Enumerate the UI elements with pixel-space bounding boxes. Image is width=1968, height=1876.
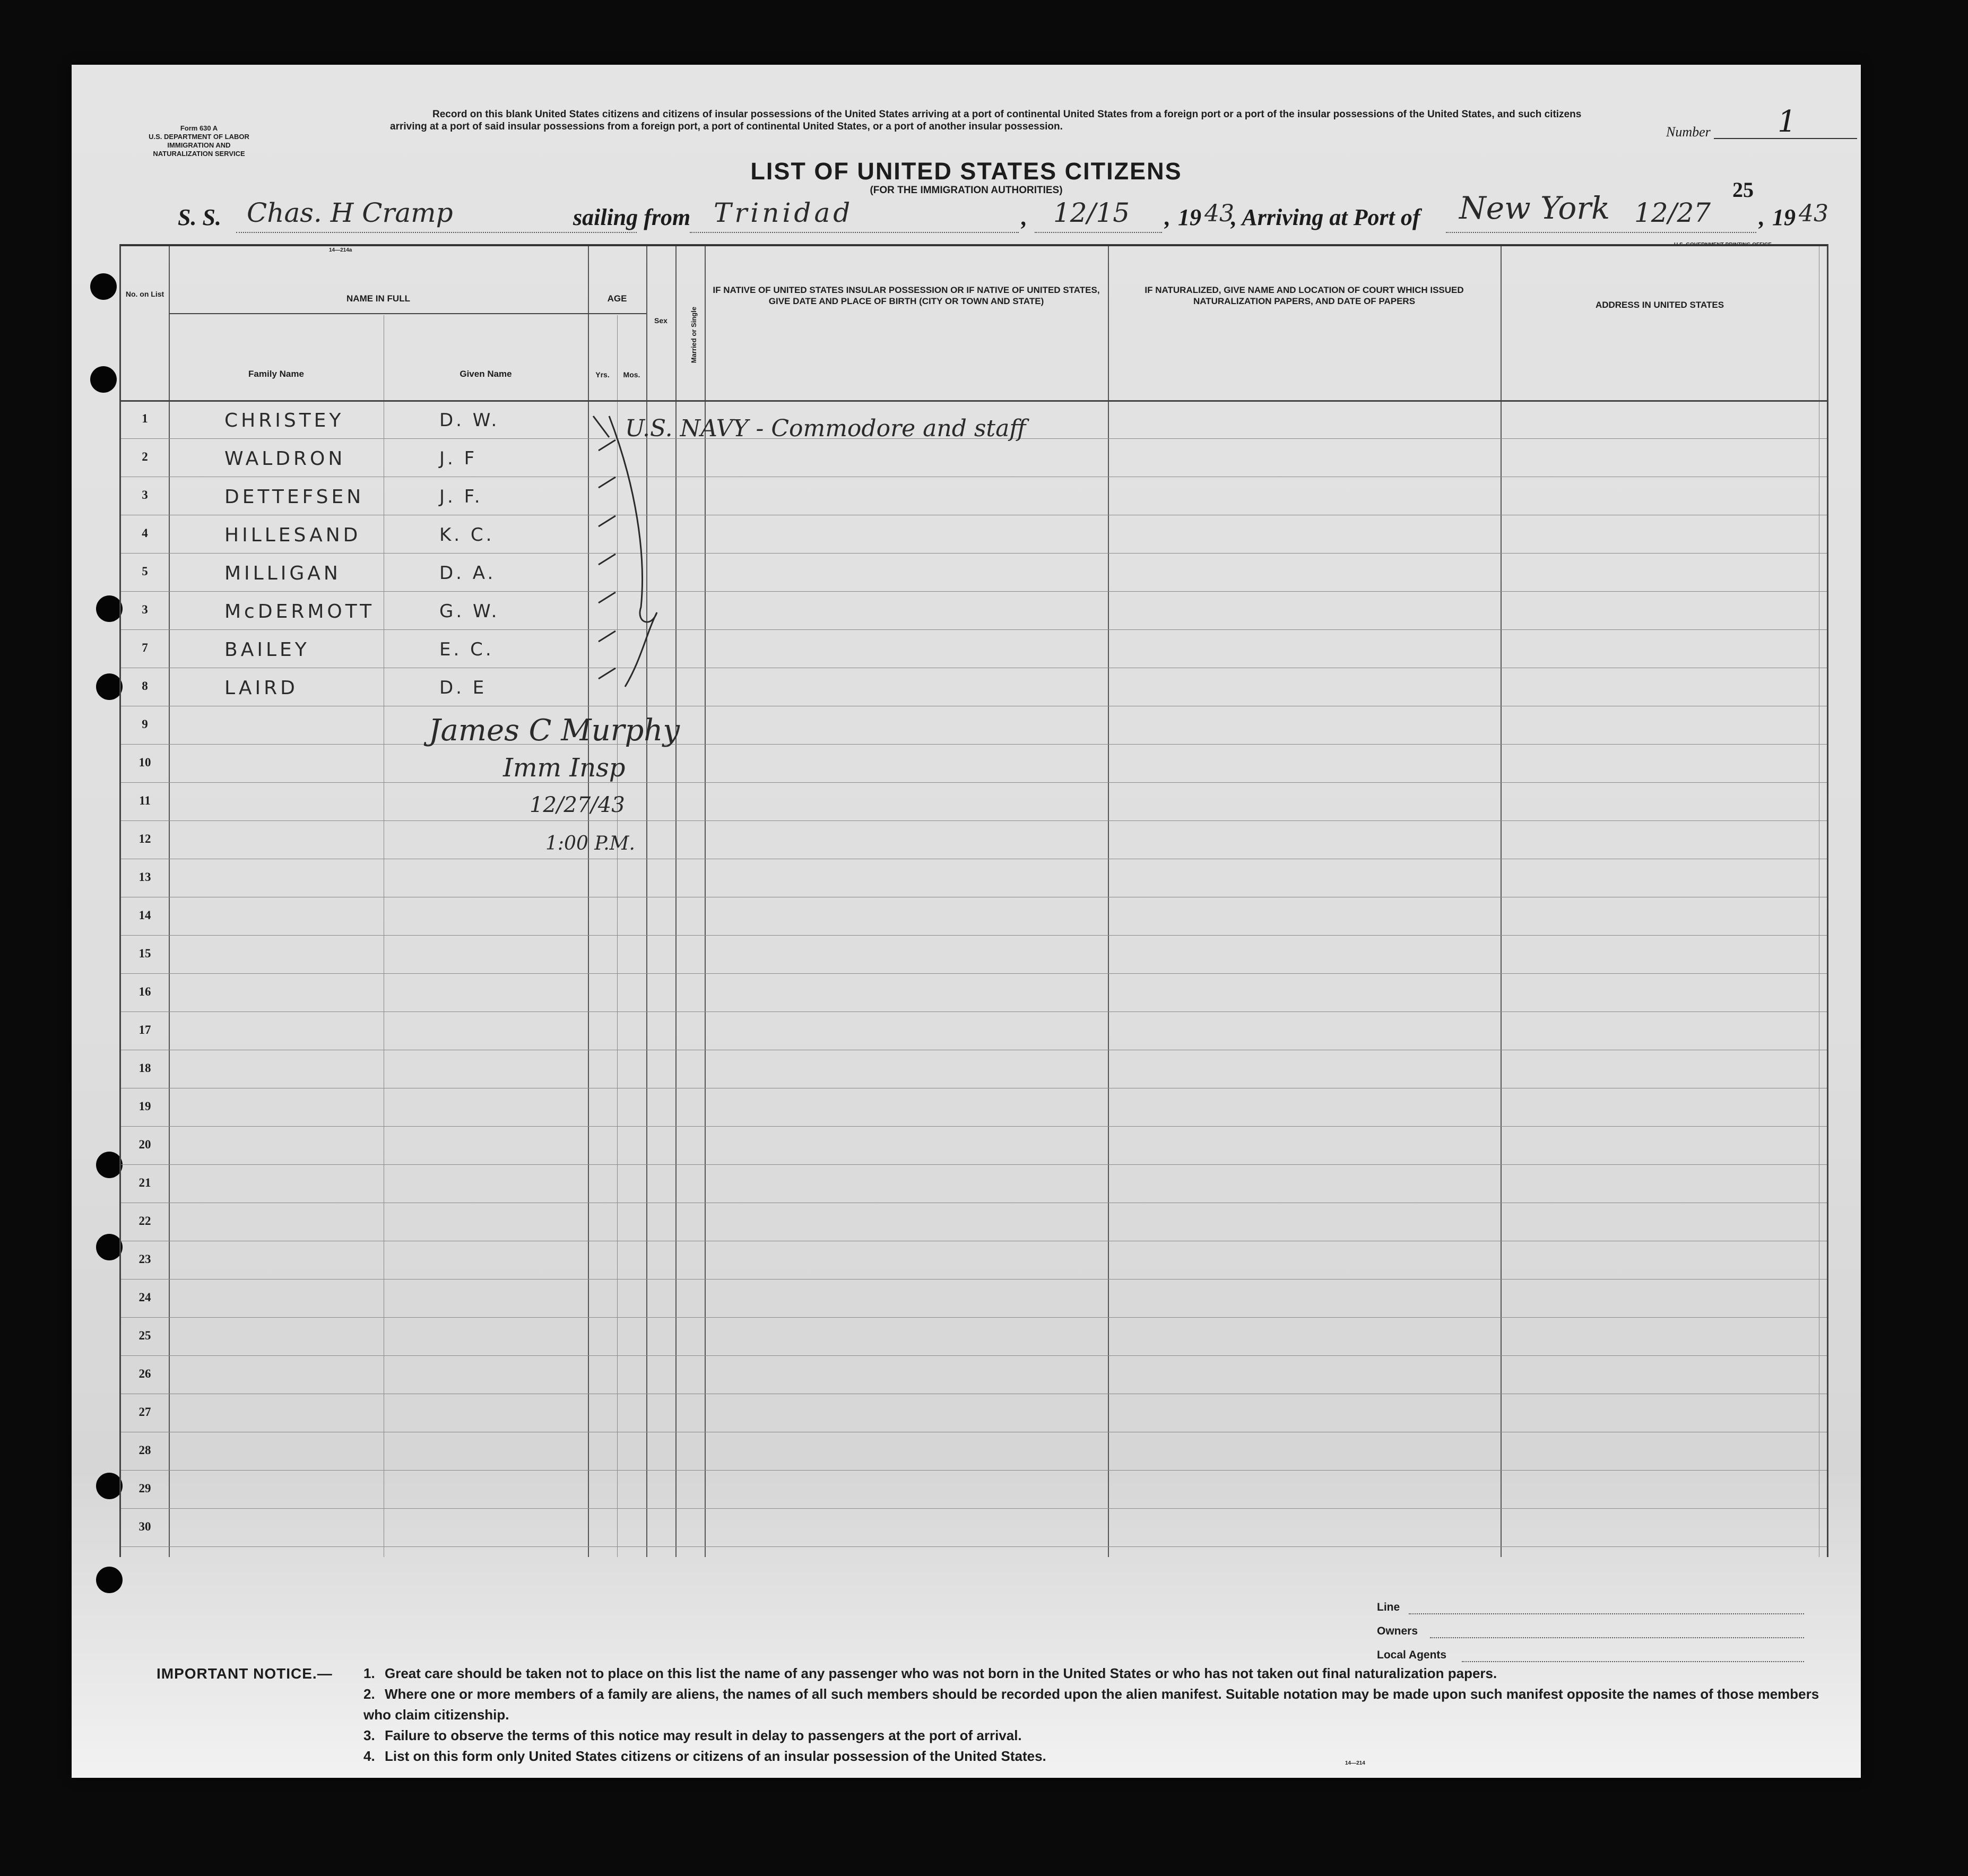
col-header-name: NAME IN FULL xyxy=(346,293,410,304)
arriving-label: , Arriving at Port of xyxy=(1231,204,1420,230)
line-field xyxy=(1409,1613,1804,1614)
service-name-2: NATURALIZATION SERVICE xyxy=(153,150,245,158)
col-rule xyxy=(1108,246,1109,1557)
passenger-table xyxy=(119,244,1828,1557)
notice-item xyxy=(363,1684,1828,1725)
row-number: 27 xyxy=(138,1405,151,1419)
row-number: 12 xyxy=(138,832,151,845)
passenger-given-name: J. F xyxy=(439,448,478,469)
sailing-from-label: sailing from xyxy=(573,204,691,230)
row-number: 22 xyxy=(138,1214,151,1227)
passenger-given-name: D. W. xyxy=(439,410,500,431)
row-number: 23 xyxy=(138,1252,151,1266)
departure-year: 43 xyxy=(1204,200,1234,227)
origin-port: Trinidad xyxy=(714,197,854,228)
passenger-family-name: DETTEFSEN xyxy=(224,486,365,508)
row-number: 14 xyxy=(138,909,151,922)
line-label: Line xyxy=(1377,1601,1400,1613)
service-name-1: IMMIGRATION AND xyxy=(167,141,231,149)
col-rule xyxy=(1501,246,1502,1557)
notice-item-number: 1. xyxy=(363,1665,375,1681)
row-number: 24 xyxy=(138,1291,151,1304)
row-number: 18 xyxy=(138,1061,151,1075)
printer-note: U.S. GOVERNMENT PRINTING OFFICE xyxy=(1674,242,1772,248)
row-number: 1 xyxy=(142,412,148,425)
row-number: 3 xyxy=(142,488,148,502)
row-rule xyxy=(121,1508,1827,1509)
passenger-given-name: J. F. xyxy=(439,486,483,507)
list-number-value: 1 xyxy=(1778,105,1797,139)
department-name: U.S. DEPARTMENT OF LABOR xyxy=(149,133,249,141)
inspection-time: 1:00 P.M. xyxy=(545,833,635,854)
punch-hole xyxy=(96,1234,123,1260)
local-agents-label: Local Agents xyxy=(1377,1649,1447,1661)
ss-label: S. S. xyxy=(178,204,221,230)
comma-3: , xyxy=(1759,204,1765,230)
departure-year-prefix: 19 xyxy=(1178,204,1201,230)
passenger-family-name: HILLESAND xyxy=(224,524,361,546)
row-number: 11 xyxy=(139,794,151,807)
col-header-no: No. on List xyxy=(125,290,164,298)
row-number: 20 xyxy=(138,1138,151,1151)
row-rule xyxy=(121,1164,1827,1165)
row-number: 16 xyxy=(138,985,151,998)
notice-item-number: 2. xyxy=(363,1686,375,1702)
row-rule xyxy=(121,1279,1827,1280)
local-agents-field xyxy=(1462,1661,1804,1662)
passenger-family-name: CHRISTEY xyxy=(224,410,344,431)
notice-heading: IMPORTANT NOTICE.— xyxy=(157,1665,333,1682)
col-header-naturalized: IF NATURALIZED, GIVE NAME AND LOCATION OF COURT WHICH ISSUED NATURALIZATION PAPERS, AND DATE OF PAPERS xyxy=(1145,285,1464,306)
row-number: 4 xyxy=(142,526,148,540)
comma-2: , xyxy=(1165,204,1171,230)
punch-hole xyxy=(96,1152,123,1178)
row-number: 7 xyxy=(142,641,148,654)
instructions-paragraph: Record on this blank United States citizens and citizens of insular possessions of the United States arriving at a port of continental United States from a foreign port or a port of the insular possessions of the United States, and such citizens arriving at a port of said insular possessions from a foreign port, a port of continental United States, or a port of another insular possession. xyxy=(390,109,1582,132)
row-number: 21 xyxy=(138,1176,151,1189)
row-rule xyxy=(121,1355,1827,1356)
inspection-date: 12/27/43 xyxy=(530,793,625,817)
page-subtitle: (FOR THE IMMIGRATION AUTHORITIES) xyxy=(870,185,1063,196)
form-identification xyxy=(109,124,289,158)
punch-hole xyxy=(96,595,123,622)
row-rule xyxy=(121,1126,1827,1127)
arrival-date: 12/27 xyxy=(1634,197,1711,228)
row-number: 3 xyxy=(142,603,148,616)
bottom-form-code: 14—214 xyxy=(1345,1760,1365,1766)
departure-date: 12/15 xyxy=(1053,197,1130,228)
passenger-family-name: LAIRD xyxy=(224,677,298,699)
ditto-marks xyxy=(577,405,694,724)
punch-hole xyxy=(96,1473,123,1499)
comma-1: , xyxy=(1021,204,1027,230)
ship-field-line xyxy=(236,232,637,233)
passenger-family-name: BAILEY xyxy=(224,639,310,661)
arrival-port: New York xyxy=(1459,190,1610,226)
row-number: 8 xyxy=(142,679,148,693)
row-rule xyxy=(121,820,1827,821)
passenger-family-name: WALDRON xyxy=(224,448,346,470)
row-number: 9 xyxy=(142,717,148,731)
row-number: 17 xyxy=(138,1023,151,1036)
passenger-given-name: D. A. xyxy=(439,563,496,584)
notice-item xyxy=(363,1663,1828,1684)
manifest-sheet xyxy=(72,65,1861,1778)
row-number: 5 xyxy=(142,565,148,578)
row-number: 30 xyxy=(138,1520,151,1533)
col-header-mos: Mos. xyxy=(623,370,640,379)
row-rule xyxy=(121,782,1827,783)
arrival-year-prefix: 19 xyxy=(1772,204,1796,230)
notice-item-text: Where one or more members of a family are aliens, the names of all such members should be recorded upon the alien manifest. Suitable notation may be made upon such manifest opposite the names of those members who claim citizenship. xyxy=(363,1686,1819,1723)
punch-hole xyxy=(90,273,117,300)
notice-item xyxy=(363,1746,1828,1767)
page-number: 25 xyxy=(1732,178,1754,202)
row-number: 15 xyxy=(138,947,151,960)
notice-item-text: Failure to observe the terms of this notice may result in delay to passengers at the port of arrival. xyxy=(385,1727,1022,1743)
row-rule xyxy=(121,591,1827,592)
punch-hole xyxy=(96,1567,123,1593)
row-number: 29 xyxy=(138,1482,151,1495)
row-rule xyxy=(121,935,1827,936)
passenger-family-name: McDERMOTT xyxy=(224,601,375,623)
number-label: Number xyxy=(1666,124,1711,140)
passenger-given-name: K. C. xyxy=(439,524,495,546)
col-header-native: IF NATIVE OF UNITED STATES INSULAR POSSESSION OR IF NATIVE OF UNITED STATES, GIVE DATE AND PLACE OF BIRTH (CITY OR TOWN AND STATE) xyxy=(713,285,1100,306)
form-code: 14—214a xyxy=(329,247,352,253)
col-header-family: Family Name xyxy=(248,369,304,379)
col-header-age: AGE xyxy=(607,293,627,304)
arrival-year: 43 xyxy=(1799,200,1828,227)
punch-hole xyxy=(96,673,123,700)
row-number: 25 xyxy=(138,1329,151,1342)
col-rule xyxy=(705,246,706,1557)
row-rule xyxy=(121,1470,1827,1471)
passenger-given-name: G. W. xyxy=(439,601,500,622)
departure-date-line xyxy=(1035,232,1162,233)
owners-label: Owners xyxy=(1377,1625,1418,1637)
passenger-given-name: E. C. xyxy=(439,639,494,660)
notice-item-text: Great care should be taken not to place on this list the name of any passenger who was not born in the United States or who has not taken out final naturalization papers. xyxy=(385,1665,1497,1681)
row-rule xyxy=(121,744,1827,745)
col-header-address: ADDRESS IN UNITED STATES xyxy=(1595,300,1724,310)
notice-item-number: 3. xyxy=(363,1727,375,1743)
row-rule xyxy=(121,553,1827,554)
form-number: Form 630 A xyxy=(180,124,218,132)
col-header-yrs: Yrs. xyxy=(595,370,610,379)
row-rule xyxy=(121,973,1827,974)
punch-hole xyxy=(90,366,117,393)
row-number: 26 xyxy=(138,1367,151,1380)
passenger-family-name: MILLIGAN xyxy=(224,563,341,584)
owners-field xyxy=(1430,1637,1804,1638)
passenger-given-name: D. E xyxy=(439,677,487,698)
row-rule xyxy=(121,629,1827,630)
row-rule xyxy=(121,1317,1827,1318)
row-number: 28 xyxy=(138,1443,151,1457)
col-header-given: Given Name xyxy=(460,369,512,379)
notice-item xyxy=(363,1725,1828,1746)
name-header-rule xyxy=(169,313,588,314)
origin-field-line xyxy=(690,232,1019,233)
row-number: 19 xyxy=(138,1100,151,1113)
age-header-rule xyxy=(588,313,646,314)
row-number: 10 xyxy=(138,756,151,769)
row-rule xyxy=(121,1546,1827,1547)
col-header-sex: Sex xyxy=(654,316,667,325)
arrival-port-line xyxy=(1446,232,1756,233)
row-number: 2 xyxy=(142,450,148,463)
notice-item-number: 4. xyxy=(363,1748,375,1764)
col-header-married: Married or Single xyxy=(690,306,698,364)
inspector-title: Imm Insp xyxy=(503,753,626,783)
ship-name: Chas. H Cramp xyxy=(247,197,453,228)
page-title: LIST OF UNITED STATES CITIZENS xyxy=(750,158,1182,185)
notice-item-text: List on this form only United States citizens or citizens of an insular possession of the United States. xyxy=(385,1748,1046,1764)
col-rule xyxy=(169,246,170,1557)
remark-us-navy: U.S. NAVY - Commodore and staff xyxy=(625,415,1026,442)
inspector-signature: James C Murphy xyxy=(429,713,680,748)
header-bottom-rule xyxy=(121,400,1827,402)
row-number: 13 xyxy=(138,870,151,884)
